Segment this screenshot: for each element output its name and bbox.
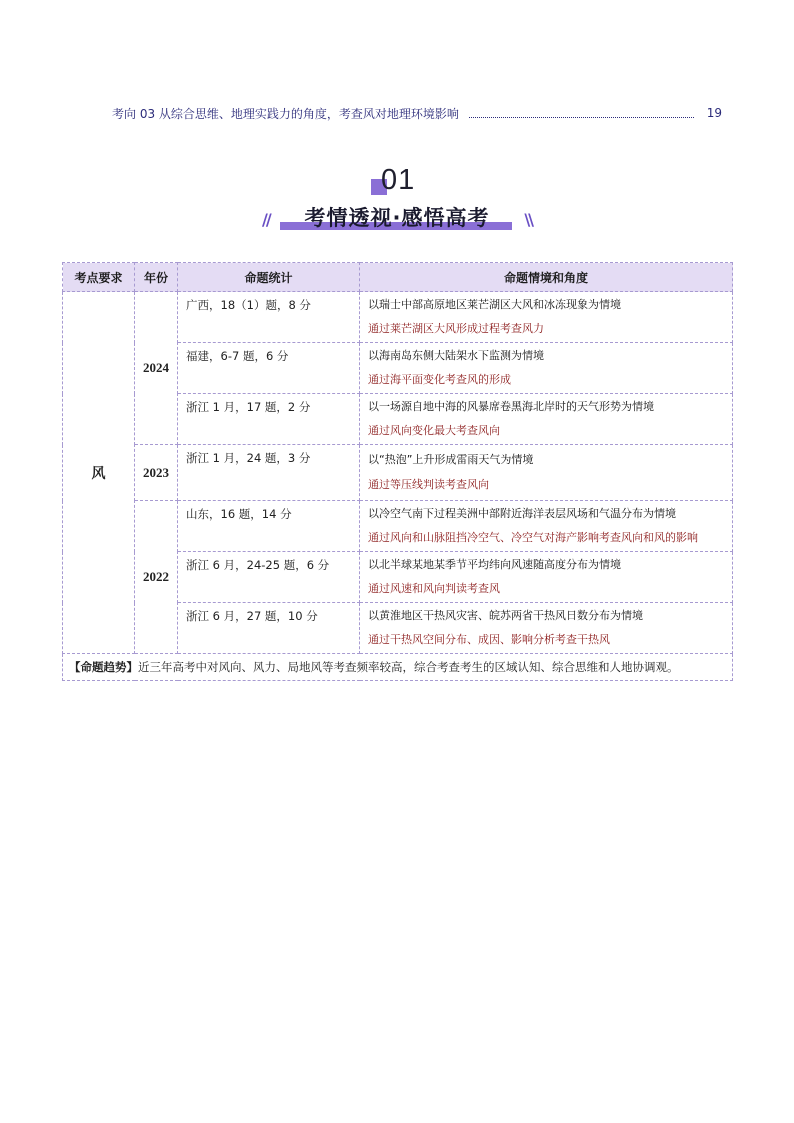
toc-page-number: 19 bbox=[706, 106, 722, 120]
stat-cell: 浙江 1 月，17 题，2 分 bbox=[178, 394, 360, 445]
context-cell bbox=[360, 552, 733, 603]
section-number: 01 bbox=[381, 164, 416, 196]
toc-entry[interactable] bbox=[112, 104, 722, 122]
context-cell bbox=[360, 501, 733, 552]
table-row bbox=[63, 501, 733, 552]
context-text: 以瑞士中部高原地区莱芒湖区大风和冰冻现象为情境 bbox=[368, 298, 621, 311]
context-cell bbox=[360, 445, 733, 501]
context-cell bbox=[360, 603, 733, 654]
context-text: 以冷空气南下过程美洲中部附近海洋表层风场和气温分布为情境 bbox=[368, 507, 676, 520]
table-row bbox=[63, 292, 733, 343]
context-text: 以一场源自地中海的风暴席卷黑海北岸时的天气形势为情境 bbox=[368, 400, 654, 413]
angle-text: 通过等压线判读考查风向 bbox=[368, 478, 489, 491]
right-slash-decoration: \\ bbox=[524, 210, 532, 229]
toc-label: 考向 03 从综合思维、地理实践力的角度，考查风对地理环境影响 bbox=[112, 106, 459, 121]
context-cell bbox=[360, 343, 733, 394]
context-cell bbox=[360, 292, 733, 343]
trend-tag: 【命题趋势】 bbox=[69, 660, 138, 674]
context-text: 以海南岛东侧大陆架水下监测为情境 bbox=[368, 349, 544, 362]
header-requirement: 考点要求 bbox=[63, 263, 135, 292]
context-text: 以北半球某地某季节平均纬向风速随高度分布为情境 bbox=[368, 558, 621, 571]
stat-cell: 山东，16 题，14 分 bbox=[178, 501, 360, 552]
left-slash-decoration: // bbox=[262, 210, 270, 229]
stat-cell: 浙江 6 月，24-25 题，6 分 bbox=[178, 552, 360, 603]
header-context: 命题情境和角度 bbox=[360, 263, 733, 292]
angle-text: 通过风向变化最大考查风向 bbox=[368, 424, 500, 437]
context-cell bbox=[360, 394, 733, 445]
year-cell-2023: 2023 bbox=[135, 445, 178, 501]
table-row bbox=[63, 445, 733, 501]
section-title: 考情透视·感悟高考 bbox=[304, 206, 490, 230]
exam-analysis-table bbox=[62, 262, 733, 681]
header-year: 年份 bbox=[135, 263, 178, 292]
angle-text: 通过海平面变化考查风的形成 bbox=[368, 373, 511, 386]
stat-cell: 福建，6-7 题，6 分 bbox=[178, 343, 360, 394]
section-title-banner bbox=[262, 200, 532, 234]
requirement-cell: 风 bbox=[63, 292, 135, 654]
year-cell-2024: 2024 bbox=[135, 292, 178, 445]
stat-cell: 浙江 6 月，27 题，10 分 bbox=[178, 603, 360, 654]
stat-cell: 浙江 1 月，24 题，3 分 bbox=[178, 445, 360, 501]
context-text: 以黄淮地区干热风灾害、皖苏两省干热风日数分布为情境 bbox=[368, 609, 643, 622]
trend-cell bbox=[63, 654, 733, 681]
trend-text: 近三年高考中对风向、风力、局地风等考查频率较高，综合考查考生的区域认知、综合思维和人地协调观。 bbox=[138, 660, 679, 674]
trend-row bbox=[63, 654, 733, 681]
year-cell-2022: 2022 bbox=[135, 501, 178, 654]
angle-text: 通过风向和山脉阻挡冷空气、冷空气对海产影响考查风向和风的影响 bbox=[368, 531, 698, 544]
toc-leader-dots bbox=[469, 109, 694, 118]
table-header-row bbox=[63, 263, 733, 292]
context-text: 以“热泡”上升形成雷雨天气为情境 bbox=[368, 453, 534, 466]
angle-text: 通过干热风空间分布、成因、影响分析考查干热风 bbox=[368, 633, 610, 646]
stat-cell: 广西，18（1）题，8 分 bbox=[178, 292, 360, 343]
angle-text: 通过莱芒湖区大风形成过程考查风力 bbox=[368, 322, 544, 335]
header-statistics: 命题统计 bbox=[178, 263, 360, 292]
section-number-badge bbox=[370, 164, 430, 200]
angle-text: 通过风速和风向判读考查风 bbox=[368, 582, 500, 595]
